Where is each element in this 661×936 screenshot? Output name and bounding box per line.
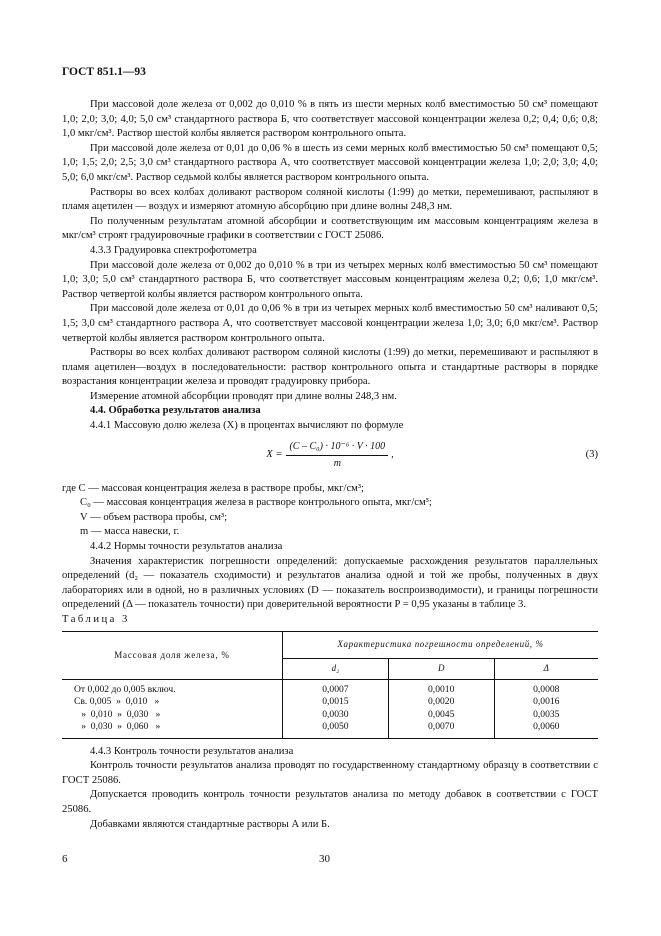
table-cell-range: От 0,002 до 0,005 включ. [74, 683, 176, 695]
definition: где C — массовая концентрация железа в растворе пробы, мкг/см³; [62, 482, 364, 494]
table-cell-d2: 0,0015 [322, 696, 349, 708]
paragraph: При массовой доле железа от 0,002 до 0,010 % в три из четырех мерных колб вместимостью 50 см³ помещают 1,0; 3,0; 5,0 см³ стандартного раствора Б, что соответствует массовым концентрациям железа 0,2; 0,6; 1,0 мкг/см³. Раствор четвертой колбы является раствором контрольного опыта. [62, 259, 598, 300]
paragraph: Допускается проводить контроль точности результатов анализа по методу добавок в соответствии с ГОСТ 25086. [62, 789, 598, 815]
table-cell-D: 0,0020 [428, 696, 455, 708]
table-cell-D: 0,0070 [428, 721, 455, 733]
paragraph: Растворы во всех колбах доливают раствором соляной кислоты (1:99) до метки, перемешивают и распыляют в пламя ацетилен—воздух в последовательности: раствор контрольного опыта и стандартные растворы в порядке возрастания концентрации железа и проводят градуировку прибора. [62, 347, 598, 388]
paragraph: Измерение атомной абсорбции проводят при длине волны 248,3 нм. [90, 390, 397, 402]
paragraph: Добавками являются стандартные растворы А или Б. [90, 818, 330, 830]
formula-intro: 4.4.1 Массовую долю железа (X) в процентах вычисляют по формуле [90, 420, 404, 432]
table-header-mass-fraction: Массовая доля железа, % [62, 631, 283, 679]
paragraph: Контроль точности результатов анализа проводят по государственному стандартному образцу в соответствии с ГОСТ 25086. [62, 760, 598, 786]
variable-definitions [62, 482, 598, 540]
page-number-center: 30 [319, 853, 330, 865]
paragraph: Растворы во всех колбах доливают раствором соляной кислоты (1:99) до метки, перемешивают, распыляют в пламя ацетилен — воздух и измеряют атомную абсорбцию при длине волны 248,3 нм. [62, 186, 598, 213]
table-cell-D-values [388, 679, 494, 738]
formula-lhs: X = [266, 449, 283, 461]
table-cell-d2: 0,0030 [322, 708, 349, 720]
definition: V — объем раствора пробы, см³; [80, 511, 228, 523]
table-cell-d2: 0,0007 [322, 683, 349, 695]
table-cell-delta: 0,0008 [533, 683, 560, 695]
definition: m — масса навески, г. [80, 526, 180, 538]
page-number-left: 6 [62, 853, 68, 865]
paragraph: Значения характеристик погрешности определений: допускаемые расхождения результатов параллельных определений (d₂ — показатель сходимости) и результатов анализа одной и той же пробы, полученных в двух лабораториях или в одной, но в различных условиях (D — показатель воспроизводимости), и границы погрешности определений (Δ — показатель точности) при доверительной вероятности P = 0,95 указаны в таблице 3. [62, 555, 598, 611]
formula-denominator: m [333, 458, 341, 470]
table-cell-delta-values [494, 679, 598, 738]
table-body-row [62, 679, 598, 738]
table-cell-range: Св. 0,005 » 0,010 » [74, 696, 160, 708]
paragraph: При массовой доле железа от 0,002 до 0,010 % в пять из шести мерных колб вместимостью 50 см³ помещают 1,0; 2,0; 3,0; 4,0; 5,0 см³ стандартного раствора Б, что соответствует массовой концентрации железа 0,2; 0,4; 0,6; 0,8; 1,0 мкг/см³. Раствор шестой колбы является раствором контрольного опыта. [62, 99, 598, 140]
formula-fraction [286, 440, 388, 472]
table-label: Таблица 3 [62, 614, 130, 625]
paragraph: При массовой доле железа от 0,01 до 0,06 % в шесть из семи мерных колб вместимостью 50 см³ помещают 0,5; 1,0; 1,5; 2,0; 2,5; 3,0 см³ стандартного раствора А, что соответствует массовой концентрации железа 1,0; 2,0; 3,0; 4,0; 5,0; 6,0 мкг/см³. Раствор седьмой колбы является раствором контрольного опыта. [62, 142, 598, 183]
subsection-heading: 4.4.2 Нормы точности результатов анализа [90, 541, 283, 553]
table-header-d2: d₂ [283, 658, 389, 679]
formula-number: (3) [585, 449, 598, 461]
document-header: ГОСТ 851.1—93 [62, 66, 146, 78]
section-heading: 4.4. Обработка результатов анализа [90, 405, 261, 417]
formula-comma: , [391, 449, 394, 461]
table-cell-d2-values [283, 679, 389, 738]
formula [62, 436, 598, 476]
table-cell-D: 0,0010 [428, 683, 455, 695]
table-header-delta: Δ [494, 658, 598, 679]
subsection-heading: 4.3.3 Градуировка спектрофотометра [90, 244, 257, 256]
table-cell-delta: 0,0060 [533, 721, 560, 733]
document-body [62, 98, 598, 832]
accuracy-table [62, 631, 598, 739]
table-cell-D: 0,0045 [428, 708, 455, 720]
paragraph: По полученным результатам атомной абсорбции и соответствующим им массовым концентрациям железа в мкг/см³ строят градуировочные графики в соответствии с ГОСТ 25086. [62, 215, 598, 242]
formula-numerator: (C – C₀) · 10⁻⁶ · V · 100 [286, 440, 388, 457]
subsection-heading: 4.4.3 Контроль точности результатов анализа [90, 745, 294, 757]
definition: C₀ — массовая концентрация железа в растворе контрольного опыта, мкг/см³; [80, 497, 432, 509]
table-cell-delta: 0,0035 [533, 708, 560, 720]
table-cell-range: » 0,010 » 0,030 » [74, 708, 161, 720]
table-cell-range: » 0,030 » 0,060 » [74, 721, 161, 733]
table-header-D: D [388, 658, 494, 679]
table-cell-ranges [62, 679, 283, 738]
table-cell-delta: 0,0016 [533, 696, 560, 708]
control-section [62, 745, 598, 833]
table-cell-d2: 0,0050 [322, 721, 349, 733]
paragraph: При массовой доле железа от 0,01 до 0,06 % в три из четырех мерных колб вместимостью 50 см³ наливают 0,5; 1,5; 3,0 см³ стандартного раствора А, что соответствует массовой концентрации железа 1,0; 3,0; 6,0 мкг/см³. Раствор четвертой колбы является раствором контрольного опыта. [62, 303, 598, 344]
table-header-group: Характеристика погрешности определений, % [283, 631, 599, 658]
